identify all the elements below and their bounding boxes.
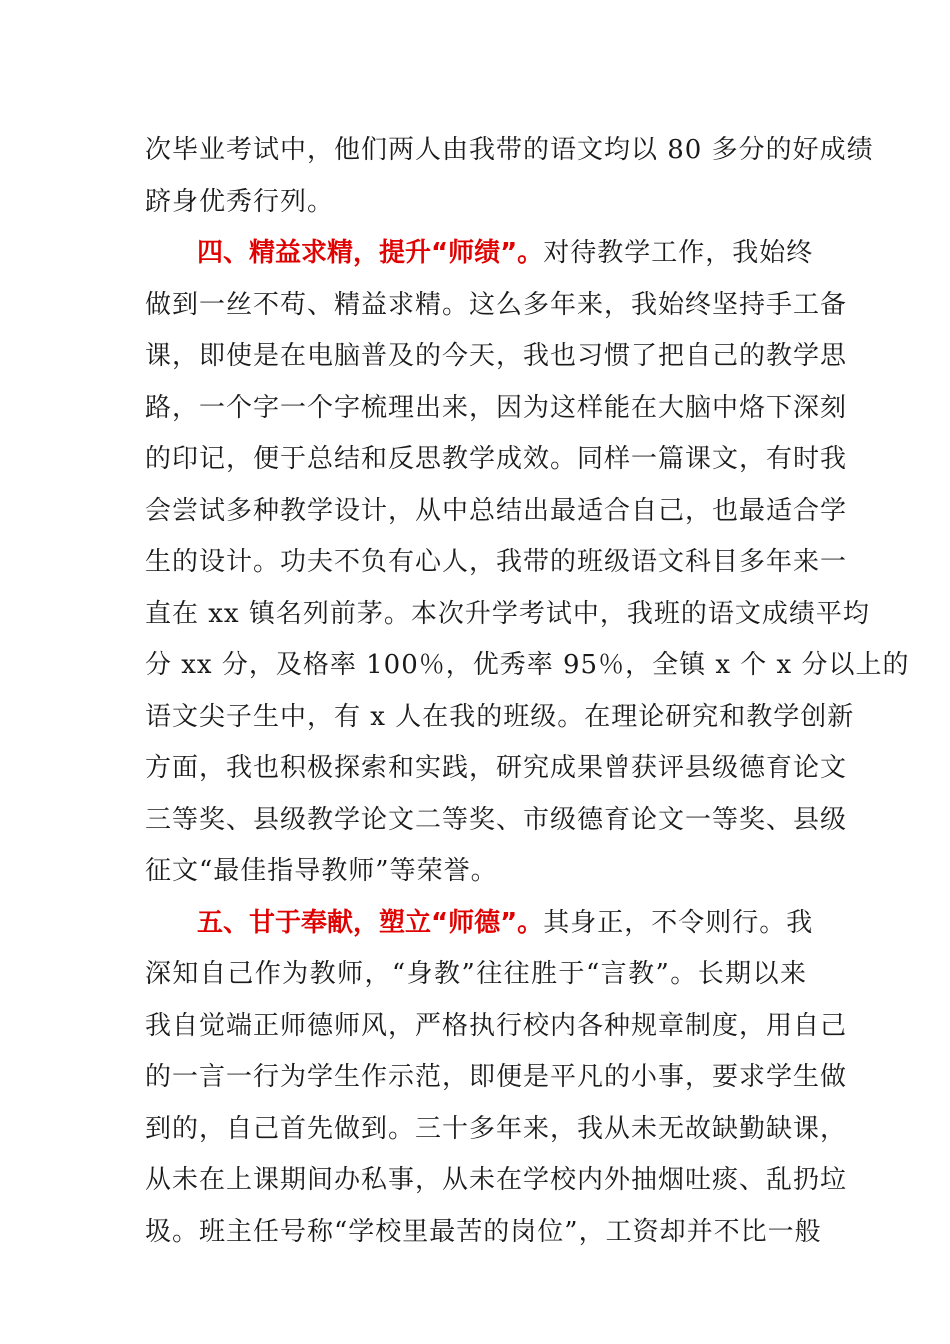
body-line: 圾。班主任号称“学校里最苦的岗位”，工资却并不比一般 bbox=[145, 1216, 822, 1247]
section-five-first-line bbox=[145, 898, 814, 950]
body-line: 次毕业考试中，他们两人由我带的语文均以 80 多分的好成绩 bbox=[145, 135, 874, 165]
body-line: 路，一个字一个字梳理出来，因为这样能在大脑中烙下深刻 bbox=[145, 392, 848, 423]
section-heading-five: 五、甘于奉献，塑立“师德”。 bbox=[197, 907, 544, 938]
body-line: 的一言一行为学生作示范，即便是平凡的小事，要求学生做 bbox=[145, 1062, 848, 1092]
body-line: 方面，我也积极探索和实践，研究成果曾获评县级德育论文 bbox=[145, 753, 848, 783]
body-line: 语文尖子生中，有 x 人在我的班级。在理论研究和教学创新 bbox=[145, 701, 855, 732]
body-line: 做到一丝不苟、精益求精。这么多年来，我始终坚持手工备 bbox=[145, 289, 848, 320]
body-text: 对待教学工作，我始终 bbox=[543, 238, 814, 268]
body-line: 跻身优秀行列。 bbox=[145, 186, 335, 217]
body-line: 深知自己作为教师，“身教”往往胜于“言教”。长期以来 bbox=[145, 959, 807, 989]
body-text: 其身正，不令则行。我 bbox=[543, 907, 814, 938]
body-line: 到的，自己首先做到。三十多年来，我从未无故缺勤缺课， bbox=[145, 1113, 848, 1144]
body-line: 直在 xx 镇名列前茅。本次升学考试中，我班的语文成绩平均 bbox=[145, 598, 870, 629]
section-four-first-line bbox=[145, 228, 814, 280]
body-line: 从未在上课期间办私事，从未在学校内外抽烟吐痰、乱扔垃 bbox=[145, 1165, 848, 1195]
body-line: 征文“最佳指导教师”等荣誉。 bbox=[145, 856, 498, 886]
body-line: 课，即使是在电脑普及的今天，我也习惯了把自己的教学思 bbox=[145, 341, 848, 371]
body-line: 会尝试多种教学设计，从中总结出最适合自己，也最适合学 bbox=[145, 495, 848, 526]
section-heading-four: 四、精益求精，提升“师绩”。 bbox=[197, 238, 544, 268]
body-line: 分 xx 分，及格率 100％，优秀率 95％，全镇 x 个 x 分以上的 bbox=[145, 650, 910, 680]
body-line: 生的设计。功夫不负有心人，我带的班级语文科目多年来一 bbox=[145, 547, 848, 577]
body-line: 我自觉端正师德师风，严格执行校内各种规章制度，用自己 bbox=[145, 1010, 848, 1041]
document-body bbox=[145, 125, 910, 1258]
body-line: 的印记，便于总结和反思教学成效。同样一篇课文，有时我 bbox=[145, 444, 848, 474]
body-line: 三等奖、县级教学论文二等奖、市级德育论文一等奖、县级 bbox=[145, 804, 848, 835]
